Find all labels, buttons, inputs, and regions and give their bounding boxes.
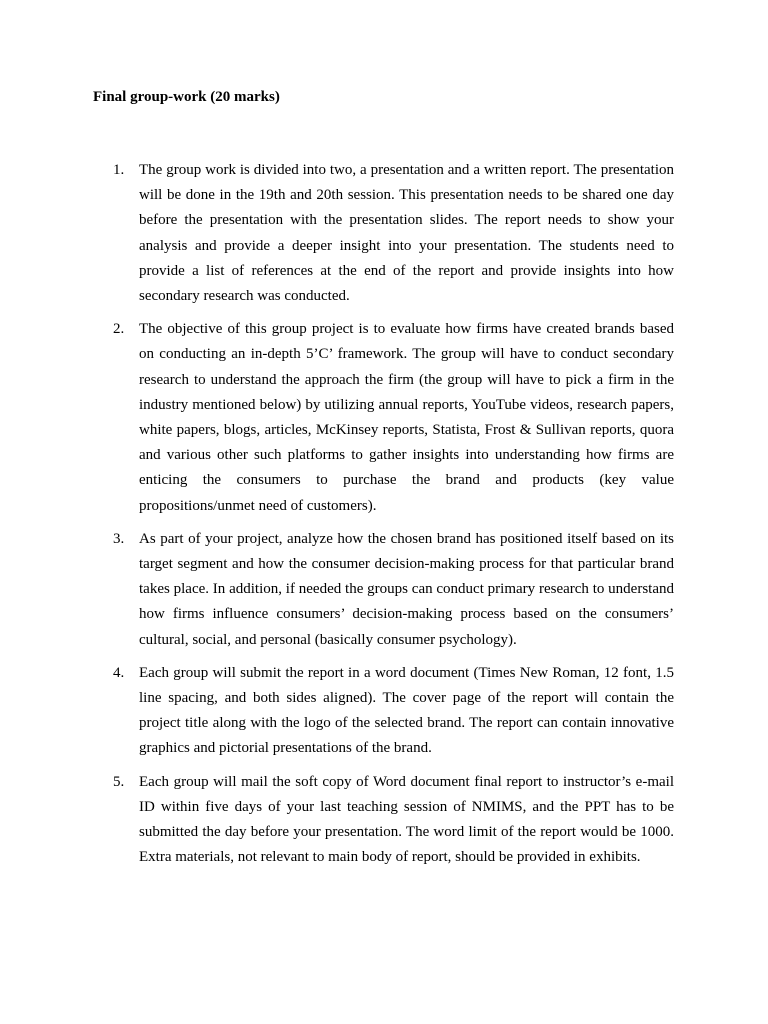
list-item-number: 2. [113, 321, 125, 338]
list-item-text: As part of your project, analyze how the chosen brand has positioned itself based on its target segment and how the consumer decision-making process for that particular brand takes place. In addition, if needed the groups can conduct primary research to understand how firms influence consumers’ decision-making process based on the consumers’ cultural, social, and personal (basically consumer psychology). [139, 530, 674, 648]
list-item-number: 1. [113, 162, 125, 178]
list-item-text: The group work is divided into two, a presentation and a written report. The presentation will be done in the 19th and 20th session. This presentation needs to be shared one day before the presentation with the presentation slides. The report needs to show your analysis and provide a deeper insight into your presentation. The students need to provide a list of references at the end of the report and provide insights into how secondary research was conducted. [139, 162, 674, 305]
list-item [113, 527, 674, 653]
list-item-text: The objective of this group project is to evaluate how firms have created brands based on conducting an in-depth 5’C’ framework. The group will have to conduct secondary research to understand the approach the firm (the group will have to pick a firm in the industry mentioned below) by utilizing annual reports, YouTube videos, research papers, white papers, blogs, articles, McKinsey reports, Statista, Frost & Sullivan reports, quora and various other such platforms to gather insights into understanding how firms are enticing the consumers to purchase the brand and products (key value propositions/unmet need of customers). [139, 321, 674, 514]
list-item-number: 4. [113, 664, 125, 681]
list-item [113, 770, 674, 871]
list-item-text: Each group will mail the soft copy of Word document final report to instructor’s e-mail ID within five days of your last teaching session of NMIMS, and the PPT has to be submitted the day before your presentation. The word limit of the report would be 1000. Extra materials, not relevant to main body of report, should be provided in exhibits. [139, 773, 674, 866]
list-item [113, 158, 674, 309]
document-title: Final group-work (20 marks) [93, 89, 280, 105]
list-item [113, 317, 674, 519]
list-item [113, 661, 674, 762]
list-item-number: 5. [113, 773, 125, 790]
requirements-list [113, 158, 674, 878]
list-item-text: Each group will submit the report in a word document (Times New Roman, 12 font, 1.5 line spacing, and both sides aligned). The cover page of the report will contain the project title along with the logo of the selected brand. The report can contain innovative graphics and pictorial presentations of the brand. [139, 664, 674, 757]
list-item-number: 3. [113, 530, 125, 547]
